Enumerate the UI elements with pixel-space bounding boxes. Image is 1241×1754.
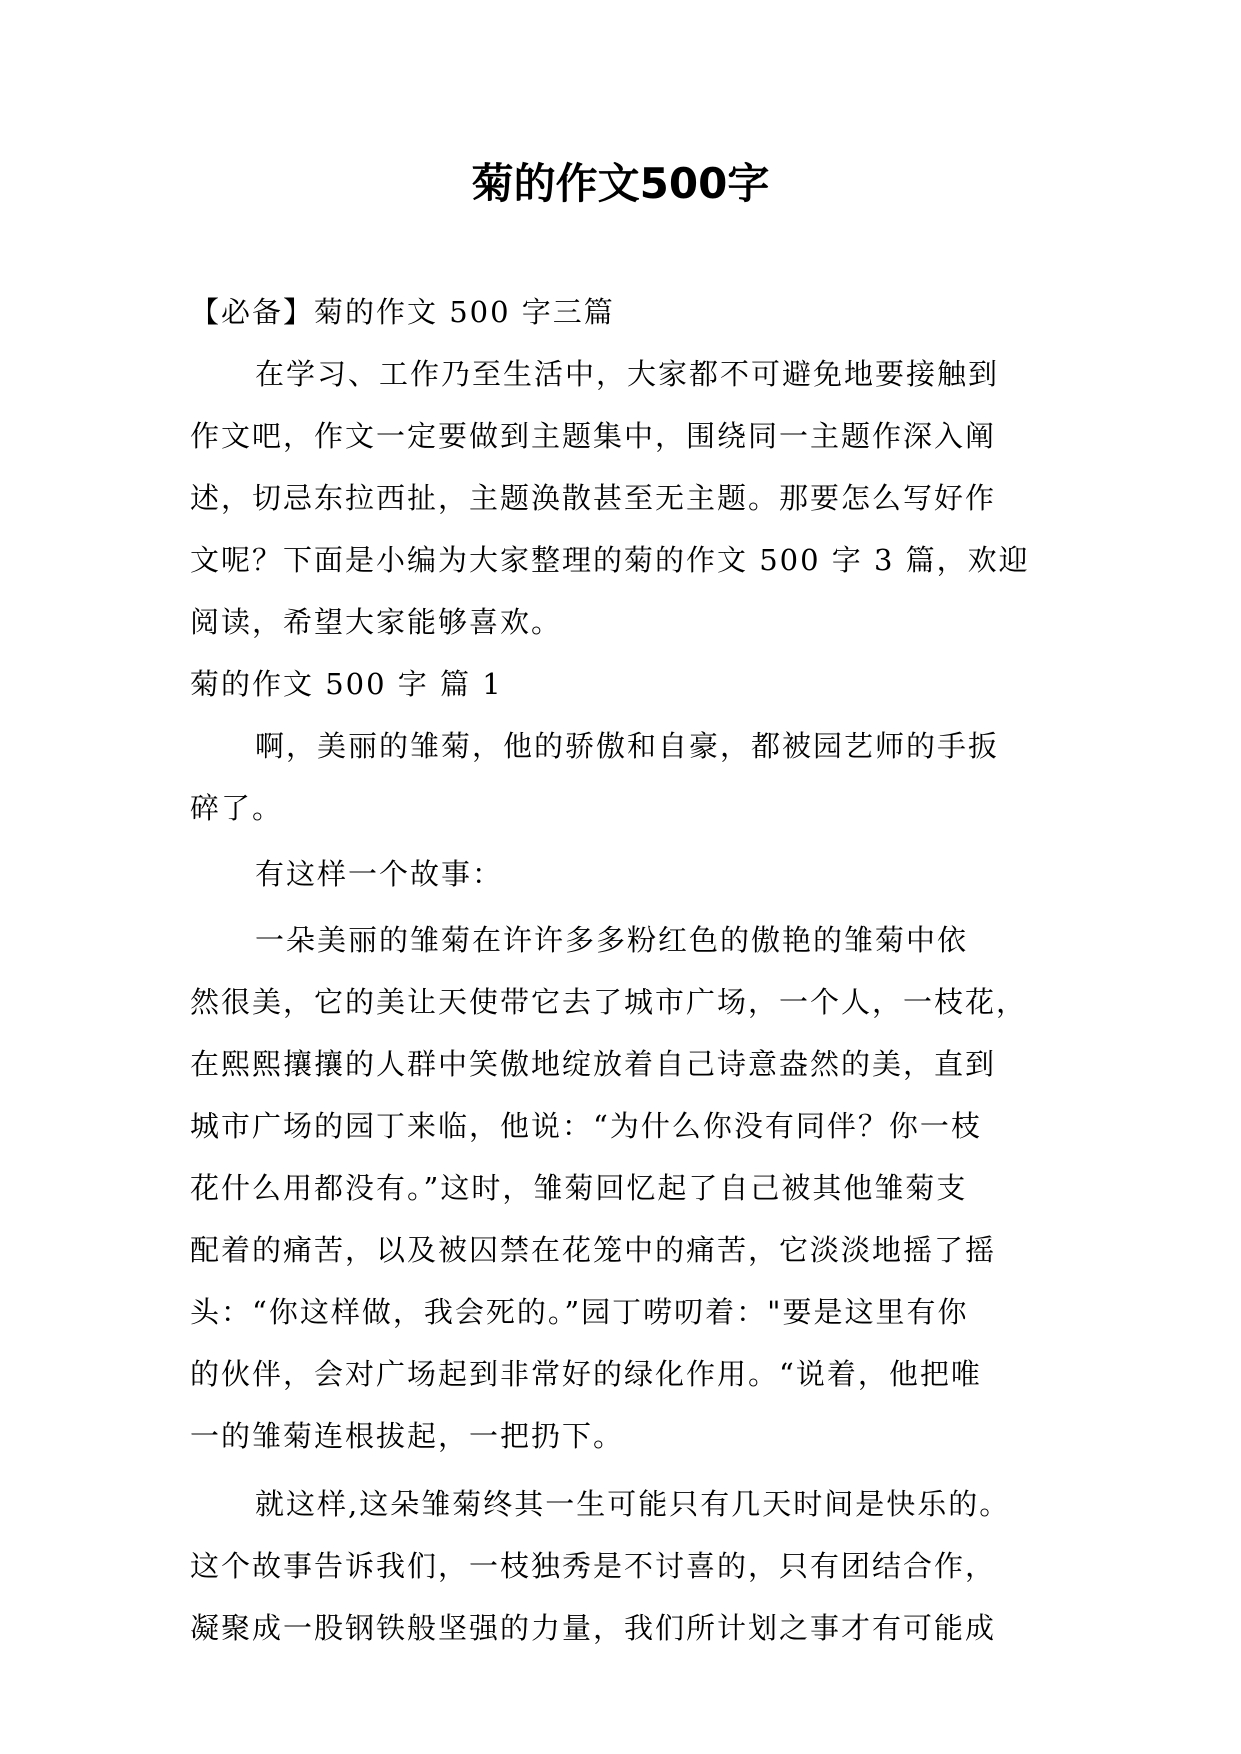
text-line: 一的雏菊连根拔起，一把扔下。 bbox=[190, 1419, 625, 1453]
text-line: 凝聚成一股钢铁般坚强的力量，我们所计划之事才有可能成 bbox=[190, 1611, 997, 1645]
text-line: 【必备】菊的作文 500 字三篇 bbox=[190, 295, 615, 329]
text-line: 作文吧，作文一定要做到主题集中，围绕同一主题作深入阐 bbox=[190, 419, 997, 453]
text-line: 花什么用都没有。”这时，雏菊回忆起了自己被其他雏菊支 bbox=[190, 1171, 968, 1205]
text-line: 配着的痛苦，以及被囚禁在花笼中的痛苦，它淡淡地摇了摇 bbox=[190, 1233, 997, 1267]
text-line: 一朵美丽的雏菊在许许多多粉红色的傲艳的雏菊中依 bbox=[255, 923, 969, 957]
text-line: 头：“你这样做，我会死的。”园丁唠叨着："要是这里有你 bbox=[190, 1295, 969, 1329]
text-line: 就这样,这朵雏菊终其一生可能只有几天时间是快乐的。 bbox=[255, 1487, 1011, 1521]
text-line: 然很美，它的美让天使带它去了城市广场，一个人，一枝花， bbox=[190, 985, 1028, 1019]
text-line: 这个故事告诉我们，一枝独秀是不讨喜的，只有团结合作， bbox=[190, 1549, 997, 1583]
text-line: 啊，美丽的雏菊，他的骄傲和自豪，都被园艺师的手扳 bbox=[255, 729, 1000, 763]
section-heading: 菊的作文 500 字 篇 1 bbox=[190, 667, 503, 701]
text-line: 文呢？下面是小编为大家整理的菊的作文 500 字 3 篇，欢迎 bbox=[190, 543, 1030, 577]
text-line: 在学习、工作乃至生活中，大家都不可避免地要接触到 bbox=[255, 357, 1000, 391]
text-line: 碎了。 bbox=[190, 791, 284, 825]
text-line: 的伙伴，会对广场起到非常好的绿化作用。“说着，他把唯 bbox=[190, 1357, 982, 1391]
text-line: 在熙熙攘攘的人群中笑傲地绽放着自己诗意盎然的美，直到 bbox=[190, 1047, 997, 1081]
text-line: 阅读，希望大家能够喜欢。 bbox=[190, 605, 563, 639]
text-line: 述，切忌东拉西扯，主题涣散甚至无主题。那要怎么写好作 bbox=[190, 481, 997, 515]
document-title: 菊的作文500字 bbox=[471, 159, 770, 208]
text-line: 有这样一个故事： bbox=[255, 857, 504, 891]
text-line: 城市广场的园丁来临，他说：“为什么你没有同伴？你一枝 bbox=[190, 1109, 982, 1143]
